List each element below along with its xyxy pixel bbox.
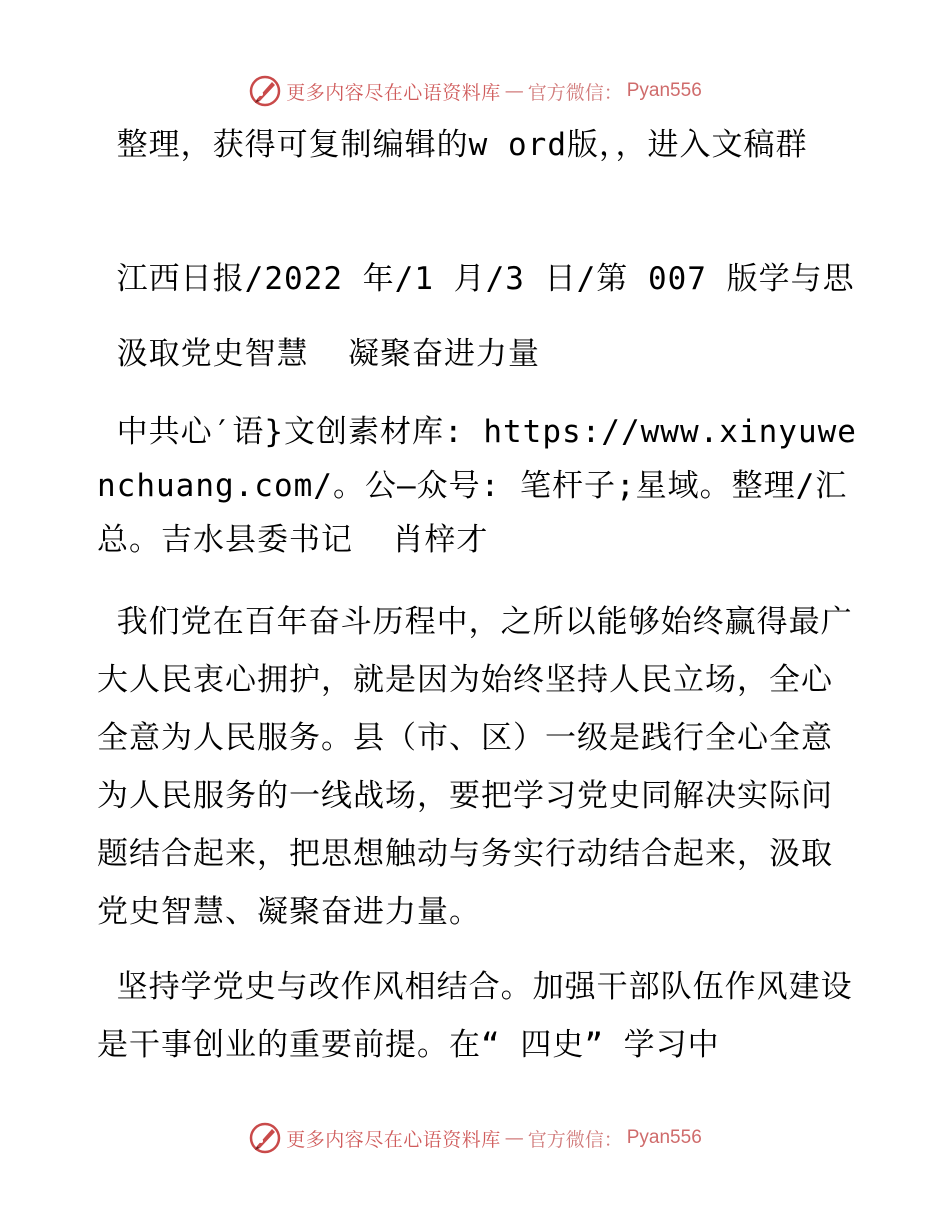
banner-wechat-id: Pyan556 <box>626 1127 702 1148</box>
quill-pen-logo-icon <box>248 74 282 108</box>
banner-wechat-id: Pyan556 <box>626 80 702 101</box>
credit-block: 中共心′语}文创素材库: https://www.xinyuwenchuang.com/。公—众号: 笔杆子;星域。整理/汇总。吉水县委书记 肖梓才 <box>97 414 857 558</box>
quill-pen-logo-icon <box>248 1121 282 1155</box>
banner-slogan: 更多内容尽在心语资料库 <box>286 81 501 104</box>
banner-wechat-label: 官方微信： <box>527 1128 623 1151</box>
intro-line: 整理，获得可复制编辑的w ord版，，进入文稿群 <box>97 127 808 163</box>
footer-banner <box>0 1118 950 1158</box>
paragraph-2: 坚持学党史与改作风相结合。加强干部队伍作风建设是干事创业的重要前提。在“ 四史” 学习中 <box>97 969 853 1063</box>
banner-separator: — <box>504 1127 524 1149</box>
article-headline: 汲取党史智慧 凝聚奋进力量 <box>97 336 540 372</box>
banner-slogan: 更多内容尽在心语资料库 <box>286 1128 501 1151</box>
paragraph-1: 我们党在百年奋斗历程中，之所以能够始终赢得最广大人民衷心拥护，就是因为始终坚持人民立场，全心全意为人民服务。县（市、区）一级是践行全心全意为人民服务的一线战场，要把学习党史同解决实际问题结合起来，把思想触动与务实行动结合起来，汲取党史智慧、凝聚奋进力量。 <box>97 604 853 930</box>
banner-separator: — <box>504 80 524 102</box>
source-line: 江西日报/2022 年/1 月/3 日/第 007 版学与思 <box>97 261 855 297</box>
banner-wechat-label: 官方微信： <box>527 81 623 104</box>
header-banner <box>0 71 950 111</box>
